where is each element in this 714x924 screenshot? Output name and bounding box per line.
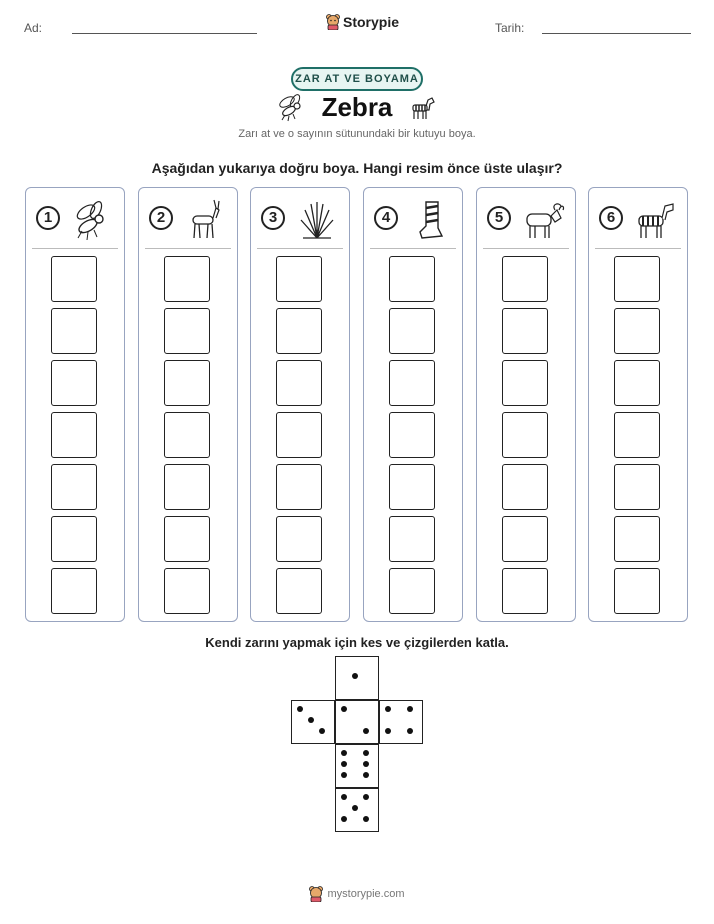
color-box[interactable] xyxy=(276,516,322,562)
dice-face xyxy=(335,744,379,788)
gazelle-icon xyxy=(183,198,227,242)
color-box[interactable] xyxy=(164,360,210,406)
column-divider xyxy=(145,248,231,249)
name-line[interactable] xyxy=(72,33,257,34)
color-box[interactable] xyxy=(164,412,210,458)
dice-pip xyxy=(363,761,369,767)
color-box[interactable] xyxy=(276,412,322,458)
dice-pip xyxy=(363,728,369,734)
zebra-icon xyxy=(633,198,677,242)
color-box[interactable] xyxy=(164,464,210,510)
dice-pip xyxy=(341,816,347,822)
dice-pip xyxy=(319,728,325,734)
color-box[interactable] xyxy=(614,412,660,458)
color-box[interactable] xyxy=(51,360,97,406)
page-title: Zebra xyxy=(321,92,393,122)
dice-pip xyxy=(363,816,369,822)
dice-face xyxy=(335,788,379,832)
dice-pip xyxy=(385,728,391,734)
color-box[interactable] xyxy=(51,256,97,302)
bear-icon xyxy=(326,14,340,30)
color-box[interactable] xyxy=(276,360,322,406)
dice-pip xyxy=(341,772,347,778)
dice-pip xyxy=(341,750,347,756)
dice-pip xyxy=(341,706,347,712)
color-box[interactable] xyxy=(614,516,660,562)
color-box[interactable] xyxy=(276,308,322,354)
dice-pip xyxy=(363,794,369,800)
color-box[interactable] xyxy=(389,412,435,458)
subtitle: Zarı at ve o sayının sütunundaki bir kutuyu boya. xyxy=(238,128,476,140)
fly-icon xyxy=(70,198,114,242)
zebra-icon xyxy=(406,92,436,122)
activity-badge: ZAR AT VE BOYAMA xyxy=(291,67,423,91)
color-box[interactable] xyxy=(502,464,548,510)
color-box[interactable] xyxy=(502,308,548,354)
color-box[interactable] xyxy=(502,360,548,406)
dice-pip xyxy=(363,772,369,778)
color-box[interactable] xyxy=(502,516,548,562)
color-box[interactable] xyxy=(164,256,210,302)
color-box[interactable] xyxy=(51,568,97,614)
dice-pip xyxy=(352,673,358,679)
column-number: 2 xyxy=(149,206,173,230)
footer xyxy=(0,886,714,902)
column-3 xyxy=(250,187,350,622)
color-box[interactable] xyxy=(389,516,435,562)
footer-url[interactable]: mystorypie.com xyxy=(327,888,405,900)
column-number: 1 xyxy=(36,206,60,230)
dice-instruction: Kendi zarını yapmak için kes ve çizgilerden katla. xyxy=(205,635,509,650)
color-box[interactable] xyxy=(51,516,97,562)
column-number: 4 xyxy=(374,206,398,230)
color-box[interactable] xyxy=(389,308,435,354)
color-box[interactable] xyxy=(276,568,322,614)
dice-face xyxy=(379,700,423,744)
column-divider xyxy=(595,248,681,249)
color-box[interactable] xyxy=(51,308,97,354)
color-box[interactable] xyxy=(276,256,322,302)
dice-pip xyxy=(385,706,391,712)
zebra-leg-icon xyxy=(408,198,452,242)
color-box[interactable] xyxy=(614,256,660,302)
bear-icon xyxy=(309,886,323,902)
column-2 xyxy=(138,187,238,622)
color-box[interactable] xyxy=(276,464,322,510)
color-box[interactable] xyxy=(51,412,97,458)
brand-name: Storypie xyxy=(343,14,400,30)
dice-pip xyxy=(297,706,303,712)
color-box[interactable] xyxy=(164,308,210,354)
dice-pip xyxy=(352,805,358,811)
color-box[interactable] xyxy=(614,568,660,614)
dice-pip xyxy=(308,717,314,723)
column-1 xyxy=(25,187,125,622)
column-divider xyxy=(32,248,118,249)
grass-icon xyxy=(295,198,339,242)
instruction: Aşağıdan yukarıya doğru boya. Hangi resim önce üste ulaşır? xyxy=(151,160,563,176)
column-6 xyxy=(588,187,688,622)
column-number: 3 xyxy=(261,206,285,230)
color-box[interactable] xyxy=(164,516,210,562)
column-number: 6 xyxy=(599,206,623,230)
column-divider xyxy=(370,248,456,249)
column-divider xyxy=(483,248,569,249)
color-box[interactable] xyxy=(389,568,435,614)
column-divider xyxy=(257,248,343,249)
date-line[interactable] xyxy=(542,33,691,34)
dice-face xyxy=(291,700,335,744)
date-label: Tarih: xyxy=(495,21,525,35)
dice-face xyxy=(335,700,379,744)
color-box[interactable] xyxy=(389,464,435,510)
column-number: 5 xyxy=(487,206,511,230)
color-box[interactable] xyxy=(502,412,548,458)
dice-pip xyxy=(341,794,347,800)
dice-pip xyxy=(407,706,413,712)
name-label: Ad: xyxy=(24,21,43,35)
color-box[interactable] xyxy=(614,308,660,354)
column-4 xyxy=(363,187,463,622)
wildebeest-icon xyxy=(521,198,565,242)
color-box[interactable] xyxy=(51,464,97,510)
dice-face xyxy=(335,656,379,700)
color-box[interactable] xyxy=(614,360,660,406)
color-box[interactable] xyxy=(502,568,548,614)
color-box[interactable] xyxy=(502,256,548,302)
column-5 xyxy=(476,187,576,622)
dice-pip xyxy=(407,728,413,734)
color-box[interactable] xyxy=(164,568,210,614)
color-box[interactable] xyxy=(389,360,435,406)
color-box[interactable] xyxy=(389,256,435,302)
color-box[interactable] xyxy=(614,464,660,510)
dice-pip xyxy=(341,761,347,767)
brand-logo xyxy=(326,14,399,30)
dice-pip xyxy=(363,750,369,756)
